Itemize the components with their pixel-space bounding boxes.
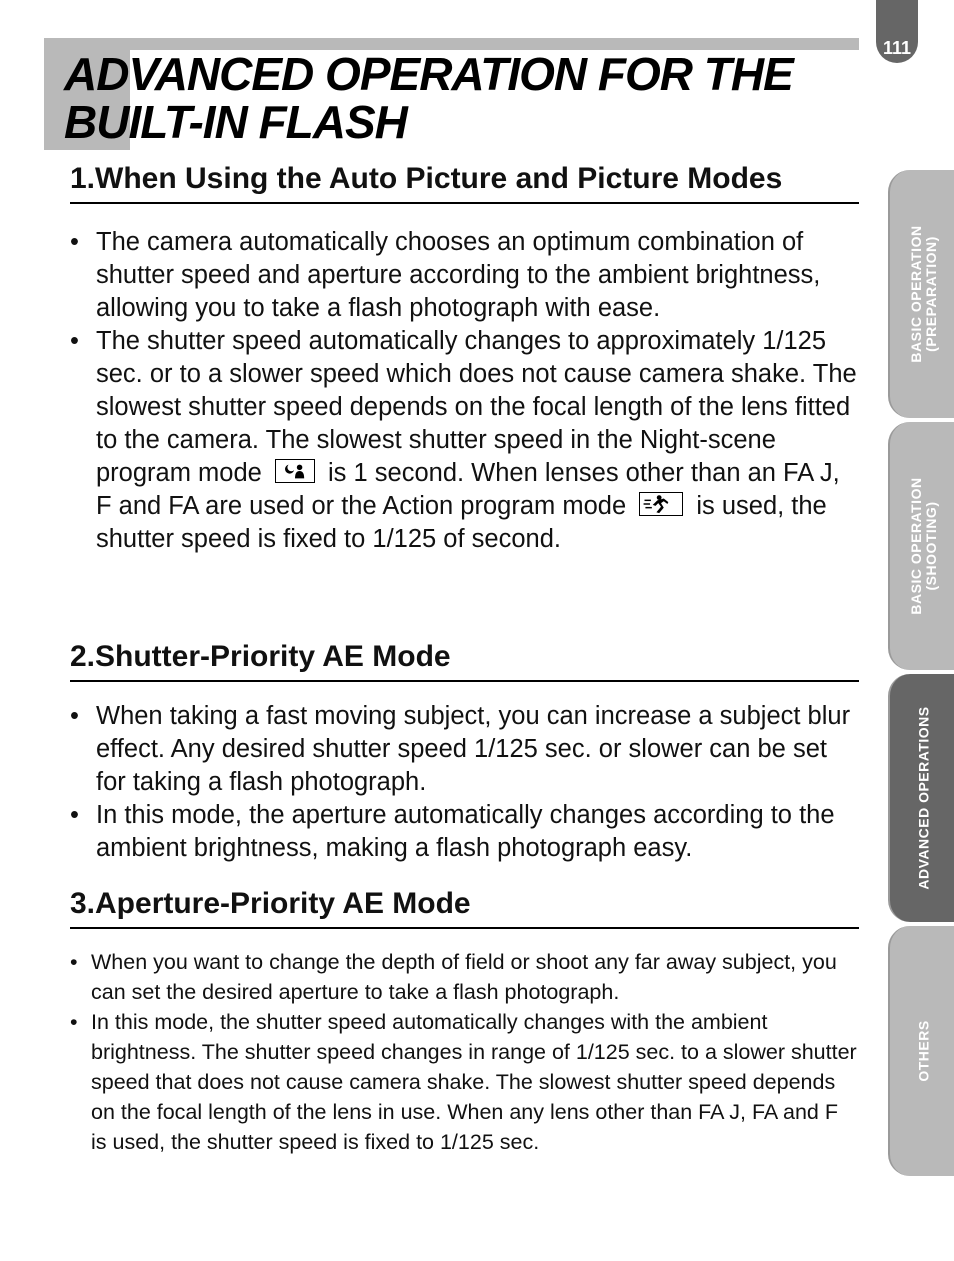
list-item-text: When you want to change the depth of field or shoot any far away subject, you can set the desired aperture to take a flash photograph. bbox=[91, 950, 837, 1004]
side-tab-label: BASIC OPERATION (SHOOTING) bbox=[908, 477, 939, 615]
side-tab-label: BASIC OPERATION (PREPARATION) bbox=[908, 225, 939, 363]
bullet-list bbox=[70, 226, 859, 556]
section-shutter-priority bbox=[70, 640, 859, 865]
page-number-tab bbox=[876, 0, 918, 63]
page-title-line-2: BUILT-IN FLASH bbox=[64, 96, 407, 148]
list-item bbox=[70, 325, 859, 556]
page-number: 111 bbox=[882, 38, 912, 58]
side-tab-others[interactable] bbox=[888, 926, 954, 1176]
night-scene-mode-icon bbox=[275, 459, 315, 483]
page-title bbox=[64, 50, 793, 146]
section-heading: 3.Aperture-Priority AE Mode bbox=[70, 887, 859, 929]
list-item bbox=[70, 947, 859, 1007]
list-item-text: The shutter speed automatically changes to approximately 1/125 sec. or to a slower speed which does not cause camera shake. The slowest shutter speed depends on the focal length of the lens fitted to the camera. The slowest shutter speed in the Night-scene program mode bbox=[96, 327, 857, 487]
list-item bbox=[70, 226, 859, 325]
section-heading: 1.When Using the Auto Picture and Picture Modes bbox=[70, 162, 859, 204]
side-tab-label: OTHERS bbox=[915, 1020, 932, 1082]
section-aperture-priority bbox=[70, 887, 859, 1157]
list-item bbox=[70, 799, 859, 865]
list-item-text: The camera automatically chooses an optimum combination of shutter speed and aperture according to the ambient brightness, allowing you to take a flash photograph with ease. bbox=[96, 228, 821, 322]
side-tab-basic-shooting[interactable] bbox=[888, 422, 954, 670]
list-item-text: When taking a fast moving subject, you can increase a subject blur effect. Any desired shutter speed 1/125 sec. or slower can be set for taking a flash photograph. bbox=[96, 702, 851, 796]
page-title-line-1: ADVANCED OPERATION FOR THE bbox=[64, 48, 793, 100]
list-item bbox=[70, 700, 859, 799]
list-item-text: is 1 second. When lenses other than an FA J, F and FA are used or the Action program mode bbox=[96, 459, 840, 520]
list-item-text: In this mode, the shutter speed automatically changes with the ambient brightness. The shutter speed changes in range of 1/125 sec. to a slower shutter speed that does not cause camera shake. The slowest shutter speed depends on the focal length of the lens in use. When any lens other than FA J, FA and F is used, the shutter speed is fixed to 1/125 sec. bbox=[91, 1010, 857, 1154]
section-auto-picture-modes bbox=[70, 162, 859, 556]
bullet-list bbox=[70, 947, 859, 1157]
side-tab-label: ADVANCED OPERATIONS bbox=[915, 706, 932, 890]
action-mode-icon bbox=[639, 492, 683, 516]
list-item-text: is used, the shutter speed is fixed to 1/125 of second. bbox=[96, 492, 827, 553]
side-tab-basic-preparation[interactable] bbox=[888, 170, 954, 418]
bullet-list bbox=[70, 700, 859, 865]
list-item-text: In this mode, the aperture automatically changes according to the ambient brightness, making a flash photograph easy. bbox=[96, 801, 835, 862]
section-heading: 2.Shutter-Priority AE Mode bbox=[70, 640, 859, 682]
side-tab-advanced-operations[interactable] bbox=[888, 674, 954, 922]
list-item bbox=[70, 1007, 859, 1157]
title-block bbox=[44, 38, 859, 150]
